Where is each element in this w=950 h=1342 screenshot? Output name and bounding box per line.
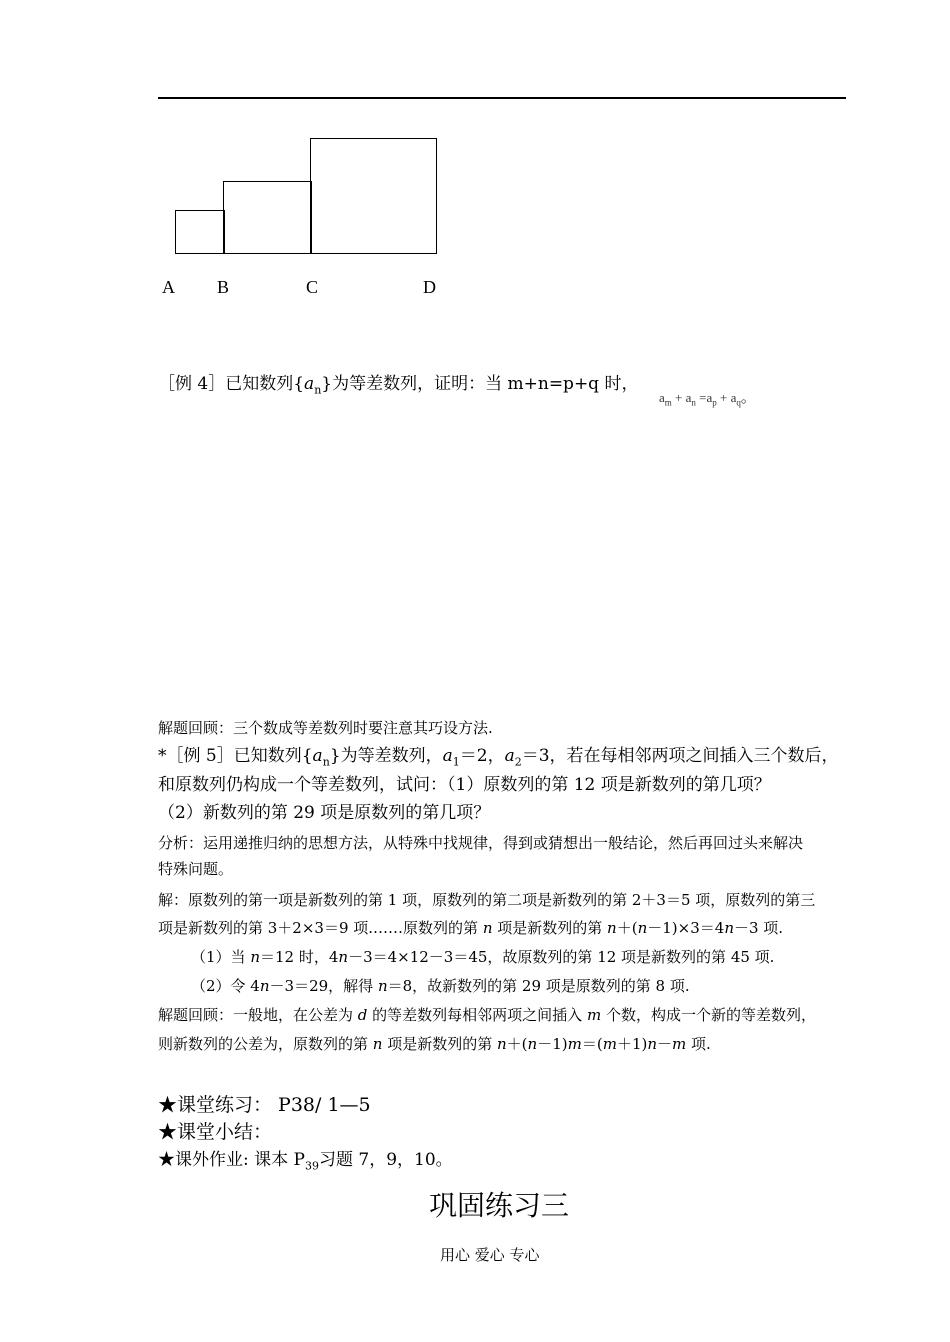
example4-prefix: ［例 4］已知数列{ bbox=[158, 374, 305, 394]
var: n bbox=[527, 1035, 538, 1053]
text: ＋1) bbox=[616, 1035, 648, 1053]
solution-line2 bbox=[158, 917, 783, 939]
solution-line3 bbox=[191, 946, 774, 968]
text: }为等差数列， bbox=[329, 746, 443, 766]
text: ＝8，故新数列的第 29 项是原数列的第 8 项. bbox=[387, 977, 690, 995]
text: ★课外作业: 课本 P bbox=[158, 1150, 305, 1170]
formula-end: 。 bbox=[740, 390, 756, 406]
var: n bbox=[372, 1035, 383, 1053]
sub: 1 bbox=[452, 755, 460, 769]
var: m bbox=[586, 1006, 602, 1024]
sub: 39 bbox=[304, 1159, 319, 1173]
formula-sub-n: n bbox=[691, 397, 696, 408]
var: m bbox=[567, 1035, 582, 1053]
text: （2）令 4 bbox=[191, 977, 260, 995]
var: n bbox=[338, 948, 349, 966]
footer: 用心 爱心 专心 bbox=[440, 1246, 540, 1264]
var: a bbox=[442, 746, 453, 766]
figure-label-d: D bbox=[423, 277, 436, 297]
analysis-line2: 特殊问题。 bbox=[158, 860, 234, 878]
sub: 2 bbox=[514, 755, 522, 769]
header-rule bbox=[158, 97, 846, 99]
example4-formula bbox=[659, 386, 756, 408]
square-medium bbox=[223, 181, 312, 254]
text: 习题 7，9，10。 bbox=[318, 1150, 453, 1170]
formula-plus: + bbox=[671, 390, 686, 405]
square-small bbox=[175, 210, 225, 254]
text: 项是新数列的第 bbox=[492, 919, 608, 937]
formula-plus: + bbox=[716, 390, 731, 405]
review2-line2 bbox=[158, 1033, 711, 1055]
formula-a: a bbox=[730, 390, 737, 405]
var: m bbox=[672, 1035, 687, 1053]
var: n bbox=[607, 919, 617, 937]
text: ＝( bbox=[581, 1035, 603, 1053]
text: 解题回顾：一般地，在公差为 bbox=[158, 1006, 358, 1024]
figure-label-b: B bbox=[217, 277, 230, 297]
text: －1)×3＝4 bbox=[647, 919, 725, 937]
var: n bbox=[259, 977, 270, 995]
var: n bbox=[647, 1035, 658, 1053]
example4-var: a bbox=[304, 374, 315, 394]
square-large bbox=[310, 138, 437, 254]
text: （1）当 bbox=[191, 948, 251, 966]
sub: n bbox=[322, 755, 330, 769]
formula-sub-q: q bbox=[736, 397, 741, 408]
var: a bbox=[312, 746, 323, 766]
var: n bbox=[637, 919, 648, 937]
example5-line2: 和原数列仍构成一个等差数列，试问：（1）原数列的第 12 项是新数列的第几项？ bbox=[158, 775, 771, 795]
text: 项. bbox=[686, 1035, 711, 1053]
example5-line1 bbox=[158, 744, 839, 774]
text: － bbox=[657, 1035, 673, 1053]
text: *［例 5］已知数列{ bbox=[158, 746, 313, 766]
text: ＝12 时，4 bbox=[259, 948, 339, 966]
figure-label-a: A bbox=[162, 277, 175, 297]
figure-label-c: C bbox=[306, 277, 319, 297]
analysis-line1: 分析：运用递推归纳的思想方法，从特殊中找规律，得到或猜想出一般结论，然后再回过头来解决 bbox=[158, 834, 804, 852]
review1: 解题回顾：三个数成等差数列时要注意其巧设方法. bbox=[158, 719, 493, 737]
formula-a: a bbox=[659, 390, 665, 405]
text: 的等差数列每相邻两项之间插入 bbox=[367, 1006, 587, 1024]
text: 个数，构成一个新的等差数列， bbox=[601, 1006, 816, 1024]
text: 项是新数列的第 bbox=[382, 1035, 497, 1053]
example4-text bbox=[158, 372, 638, 402]
text: －3 项. bbox=[733, 919, 784, 937]
text: ＋( bbox=[506, 1035, 528, 1053]
solution-line1: 解：原数列的第一项是新数列的第 1 项，原数列的第二项是新数列的第 2＋3＝5 项，原数列的第三 bbox=[158, 891, 816, 909]
var: n bbox=[724, 919, 734, 937]
var: n bbox=[497, 1035, 507, 1053]
example4-suffix: }为等差数列，证明：当 m+n=p+q 时， bbox=[321, 374, 639, 394]
class-practice: ★课堂练习： P38/ 1—5 bbox=[158, 1094, 371, 1116]
text: －1) bbox=[537, 1035, 568, 1053]
section-title: 巩固练习三 bbox=[429, 1189, 570, 1222]
text: －3＝4×12－3＝45，故原数列的第 12 项是新数列的第 45 项. bbox=[348, 948, 775, 966]
example4-sub: n bbox=[314, 383, 322, 397]
var: n bbox=[377, 977, 388, 995]
var: m bbox=[602, 1035, 617, 1053]
text: ＋( bbox=[616, 919, 638, 937]
solution-line4 bbox=[191, 975, 690, 997]
formula-a: a bbox=[685, 390, 692, 405]
review2-line1 bbox=[158, 1004, 816, 1026]
example5-line3: （2）新数列的第 29 项是原数列的第几项？ bbox=[158, 803, 491, 823]
text: －3＝29，解得 bbox=[269, 977, 378, 995]
class-summary: ★课堂小结： bbox=[158, 1121, 273, 1143]
var: n bbox=[250, 948, 260, 966]
text: ＝3，若在每相邻两项之间插入三个数后， bbox=[521, 746, 839, 766]
formula-equals: = bbox=[695, 390, 707, 405]
formula-a: a bbox=[706, 390, 713, 405]
var: d bbox=[357, 1006, 368, 1024]
var: a bbox=[504, 746, 515, 766]
text: ＝2， bbox=[459, 746, 505, 766]
formula-sub-p: p bbox=[712, 397, 717, 408]
formula-sub-m: m bbox=[664, 397, 672, 408]
text: 则新数列的公差为，原数列的第 bbox=[158, 1035, 373, 1053]
text: 项是新数列的第 3＋2×3＝9 项.……原数列的第 bbox=[158, 919, 483, 937]
var: n bbox=[482, 919, 493, 937]
homework bbox=[158, 1148, 453, 1178]
